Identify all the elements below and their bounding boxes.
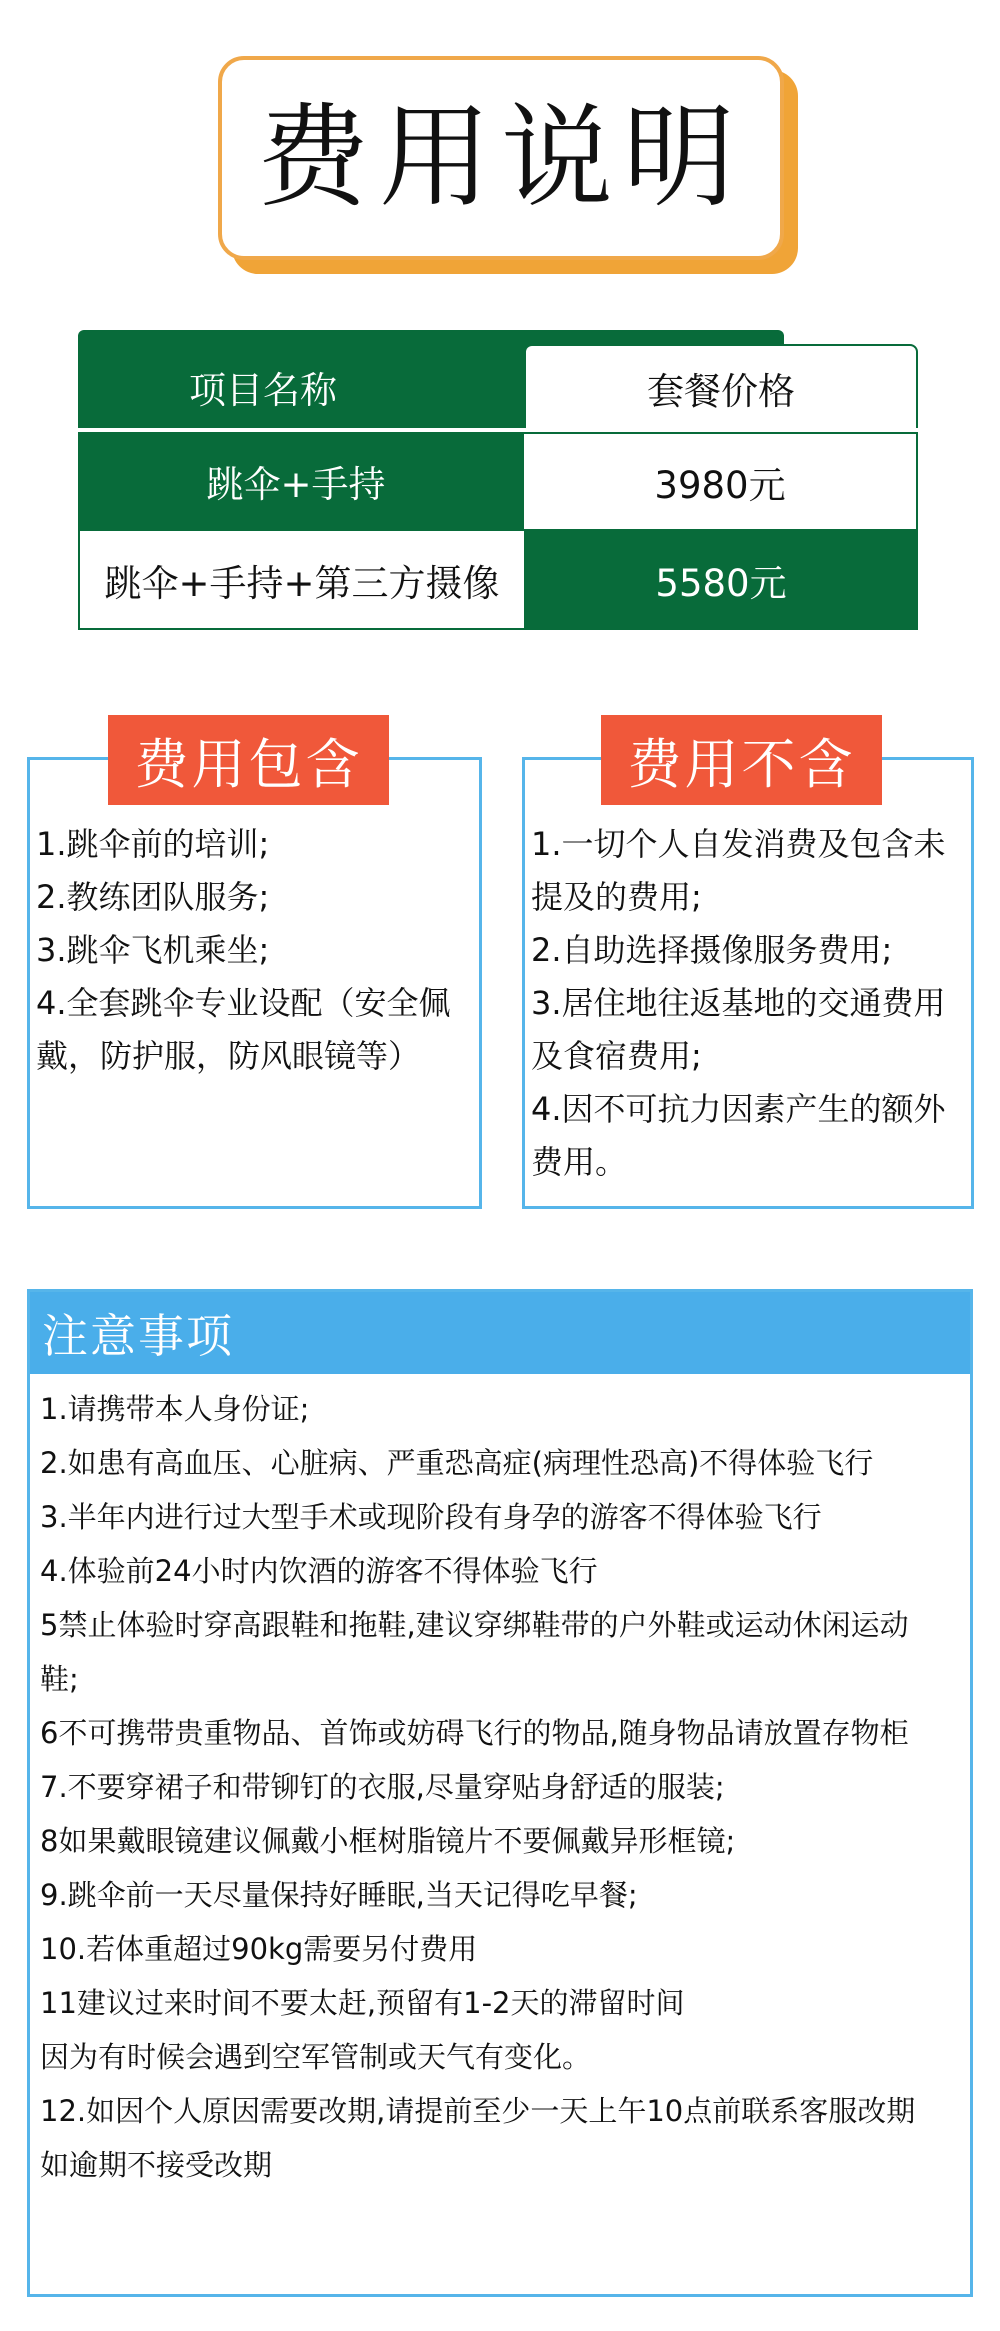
fee-excluded-box	[522, 732, 974, 1209]
list-item: 鞋;	[40, 1662, 79, 1696]
list-item: 2.自助选择摄像服务费用;	[531, 931, 893, 969]
list-item: 9.跳伞前一天尽量保持好睡眠,当天记得吃早餐;	[40, 1878, 638, 1912]
list-item: 1.请携带本人身份证;	[40, 1392, 310, 1426]
list-item: 1.跳伞前的培训;	[36, 825, 270, 863]
fee-included-list	[36, 818, 473, 1083]
list-item: 3.居住地往返基地的交通费用	[531, 984, 946, 1022]
notes-list	[30, 1374, 970, 2192]
list-item: 因为有时候会遇到空军管制或天气有变化。	[40, 2040, 592, 2074]
table-row-1-price: 3980元	[524, 432, 918, 529]
list-item: 4.全套跳伞专业设配（安全佩	[36, 984, 451, 1022]
list-item: 10.若体重超过90kg需要另付费用	[40, 1932, 478, 1966]
list-item: 3.半年内进行过大型手术或现阶段有身孕的游客不得体验飞行	[40, 1500, 822, 1534]
fee-excluded-title: 费用不含	[601, 715, 882, 805]
table-row-2-price: 5580元	[524, 529, 918, 630]
list-item: 11建议过来时间不要太赶,预留有1-2天的滞留时间	[40, 1986, 685, 2020]
list-item: 3.跳伞飞机乘坐;	[36, 931, 270, 969]
list-item: 提及的费用;	[531, 878, 702, 916]
list-item: 费用。	[531, 1143, 628, 1181]
table-row-2-name: 跳伞+手持+第三方摄像	[78, 529, 524, 630]
table-row-1-name: 跳伞+手持	[78, 432, 524, 529]
list-item: 戴，防护服，防风眼镜等）	[36, 1037, 421, 1075]
list-item: 5禁止体验时穿高跟鞋和拖鞋,建议穿绑鞋带的户外鞋或运动休闲运动	[40, 1608, 909, 1642]
table-header-name: 项目名称	[78, 330, 784, 430]
list-item: 4.因不可抗力因素产生的额外	[531, 1090, 946, 1128]
fee-included-title: 费用包含	[108, 715, 389, 805]
list-item: 4.体验前24小时内饮酒的游客不得体验飞行	[40, 1554, 598, 1588]
fee-excluded-list	[531, 818, 965, 1189]
list-item: 12.如因个人原因需要改期,请提前至少一天上午10点前联系客服改期	[40, 2094, 916, 2128]
list-item: 1.一切个人自发消费及包含未	[531, 825, 946, 863]
list-item: 2.如患有高血压、心脏病、严重恐高症(病理性恐高)不得体验飞行	[40, 1446, 874, 1480]
table-header-price: 套餐价格	[524, 344, 918, 430]
page-title: 费用说明	[257, 93, 745, 223]
list-item: 7.不要穿裙子和带铆钉的衣服,尽量穿贴身舒适的服装;	[40, 1770, 725, 1804]
notes-title: 注意事项	[30, 1292, 970, 1374]
price-table	[78, 330, 918, 630]
list-item: 及食宿费用;	[531, 1037, 702, 1075]
title-card	[218, 56, 784, 260]
notes-section	[27, 1289, 973, 2297]
list-item: 6不可携带贵重物品、首饰或妨碍飞行的物品,随身物品请放置存物柜	[40, 1716, 909, 1750]
list-item: 如逾期不接受改期	[40, 2148, 273, 2182]
list-item: 8如果戴眼镜建议佩戴小框树脂镜片不要佩戴异形框镜;	[40, 1824, 736, 1858]
list-item: 2.教练团队服务;	[36, 878, 270, 916]
fee-included-box	[27, 732, 482, 1209]
